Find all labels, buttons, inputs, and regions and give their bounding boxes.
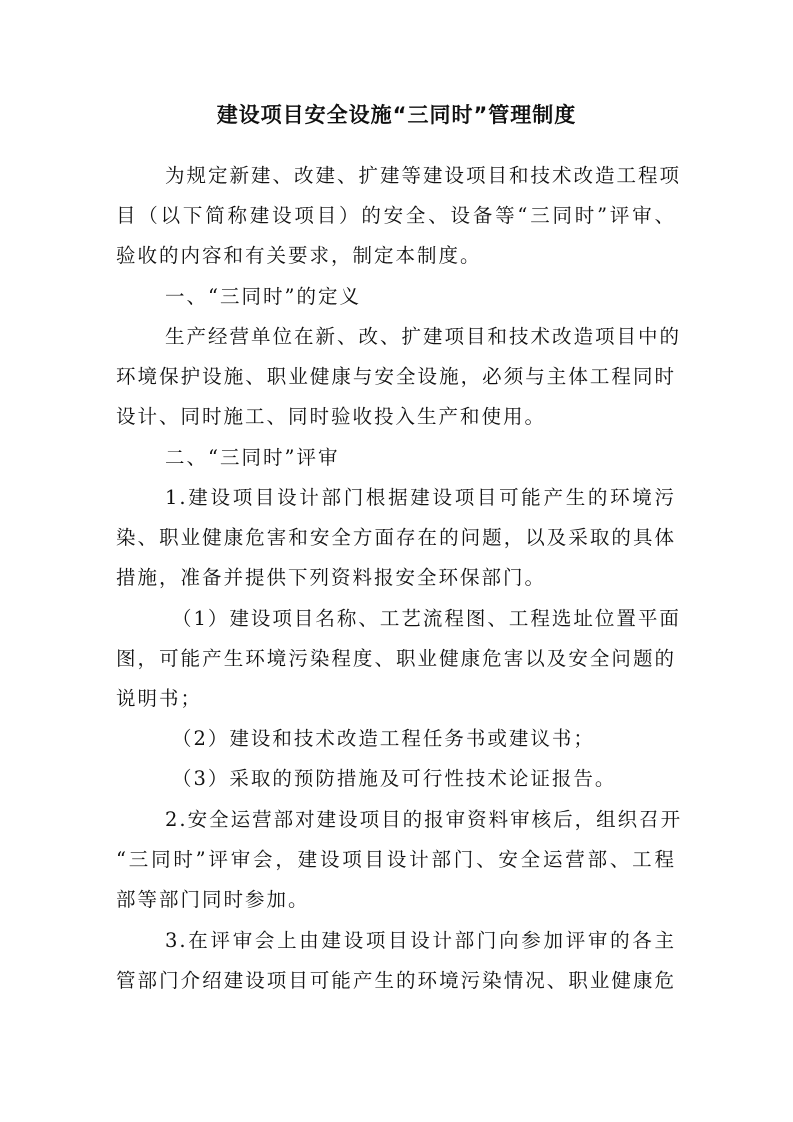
paragraph-line: 1.建设项目设计部门根据建设项目可能产生的环境污 bbox=[165, 486, 676, 509]
section-heading: 二、“三同时”评审 bbox=[165, 446, 340, 469]
paragraph-line: 2.安全运营部对建设项目的报审资料审核后，组织召开 bbox=[165, 808, 683, 831]
section-heading: 一、“三同时”的定义 bbox=[165, 285, 361, 308]
paragraph-line: 措施，准备并提供下列资料报安全环保部门。 bbox=[116, 566, 547, 589]
paragraph-line: （1）建设项目名称、工艺流程图、工程选址位置平面 bbox=[172, 607, 681, 630]
paragraph-line: 目（以下简称建设项目）的安全、设备等“三同时”评审、 bbox=[116, 204, 676, 227]
paragraph-line: 3.在评审会上由建设项目设计部门向参加评审的各主 bbox=[165, 929, 676, 952]
paragraph-line: “三同时”评审会，建设项目设计部门、安全运营部、工程 bbox=[116, 848, 676, 871]
paragraph-line: 图，可能产生环境污染程度、职业健康危害以及安全问题的 bbox=[116, 647, 676, 670]
paragraph-line: 验收的内容和有关要求，制定本制度。 bbox=[116, 244, 482, 267]
paragraph-line: 管部门介绍建设项目可能产生的环境污染情况、职业健康危 bbox=[116, 969, 676, 992]
paragraph-line: 为规定新建、改建、扩建等建设项目和技术改造工程项 bbox=[165, 164, 682, 187]
paragraph-line: 环境保护设施、职业健康与安全设施，必须与主体工程同时 bbox=[116, 365, 676, 388]
paragraph-line: 染、职业健康危害和安全方面存在的问题，以及采取的具体 bbox=[116, 526, 676, 549]
paragraph-line: 部等部门同时参加。 bbox=[116, 888, 310, 911]
paragraph-line: 生产经营单位在新、改、扩建项目和技术改造项目中的 bbox=[165, 325, 682, 348]
paragraph-line: 设计、同时施工、同时验收投入生产和使用。 bbox=[116, 405, 547, 428]
paragraph-line: （3）采取的预防措施及可行性技术论证报告。 bbox=[172, 767, 617, 790]
paragraph-line: 说明书； bbox=[116, 687, 203, 710]
paragraph-line: （2）建设和技术改造工程任务书或建议书； bbox=[172, 727, 595, 750]
document-title: 建设项目安全设施“三同时”管理制度 bbox=[216, 103, 577, 127]
